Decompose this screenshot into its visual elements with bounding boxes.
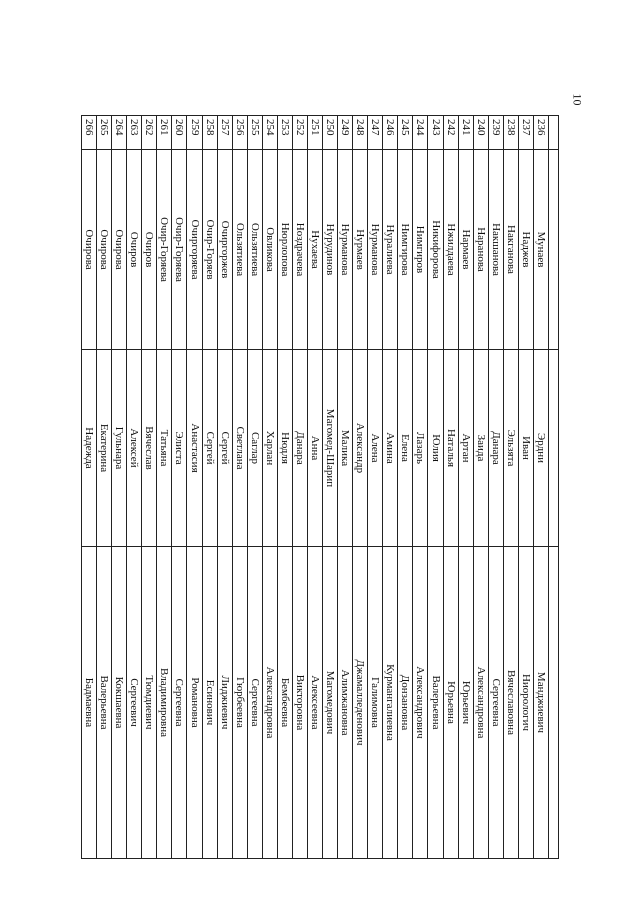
table-row <box>338 116 353 859</box>
cell-number: 246 <box>383 116 398 150</box>
cell-patronymic: Кокшаевна <box>112 547 127 859</box>
cell-patronymic: Владимировна <box>157 547 172 859</box>
cell-name: Наталья <box>443 350 458 547</box>
cell-name: Александр <box>353 350 368 547</box>
cell-number: 251 <box>308 116 323 150</box>
cell-surname: Накганова <box>503 150 518 350</box>
table-row <box>187 116 202 859</box>
table-row <box>82 116 97 859</box>
cell-number: 256 <box>232 116 247 150</box>
cell-surname: Наджев <box>518 150 533 350</box>
cell-name: Анна <box>308 350 323 547</box>
table-row <box>488 116 503 859</box>
cell-surname: Нуралиева <box>383 150 398 350</box>
cell-number: 266 <box>82 116 97 150</box>
cell-surname: Очир-Горяева <box>157 150 172 350</box>
cell-surname: Ноздрачева <box>292 150 307 350</box>
cell-surname: Очир-Горяева <box>172 150 187 350</box>
table-row <box>473 116 488 859</box>
table-row <box>97 116 112 859</box>
cell-surname: Очирова <box>97 150 112 350</box>
table-row <box>112 116 127 859</box>
cell-name: Екатерина <box>97 350 112 547</box>
table-row <box>323 116 338 859</box>
cell-surname: Нурудинов <box>323 150 338 350</box>
cell-surname: Нюрлопова <box>277 150 292 350</box>
table-row <box>232 116 247 859</box>
cell-surname: Накшанова <box>488 150 503 350</box>
cell-surname: Очирова <box>82 150 97 350</box>
cell-name: Амина <box>383 350 398 547</box>
cell-surname: Наранова <box>473 150 488 350</box>
cell-name: Гульнара <box>112 350 127 547</box>
cell-number: 244 <box>413 116 428 150</box>
cell-number: 258 <box>202 116 217 150</box>
cell-name: Эрдни <box>533 350 548 547</box>
cell-patronymic: Сергеевич <box>127 547 142 859</box>
cell-number: 239 <box>488 116 503 150</box>
cell-patronymic: Викторовна <box>292 547 307 859</box>
table-row <box>127 116 142 859</box>
cell-number: 243 <box>428 116 443 150</box>
roster-table-rotated <box>81 115 559 859</box>
table-row <box>172 116 187 859</box>
cell-surname: Очир-Горяев <box>202 150 217 350</box>
cell-patronymic: Бадмаевна <box>82 547 97 859</box>
cell-number: 249 <box>338 116 353 150</box>
cell-surname: Очиров <box>127 150 142 350</box>
cell-number: 259 <box>187 116 202 150</box>
cell-surname: Нимгирова <box>398 150 413 350</box>
table-row <box>292 116 307 859</box>
cell-surname: Нухаева <box>308 150 323 350</box>
cell-patronymic: Лиджиевич <box>217 547 232 859</box>
cell-number: 254 <box>262 116 277 150</box>
cell-patronymic: Алексеевна <box>308 547 323 859</box>
cell-number: 263 <box>127 116 142 150</box>
cell-number: 238 <box>503 116 518 150</box>
cell-name: Данара <box>488 350 503 547</box>
cell-name: Сергей <box>217 350 232 547</box>
cell-surname: Овликова <box>262 150 277 350</box>
cell-surname: Ользятиева <box>247 150 262 350</box>
cell-stub-number <box>549 116 559 150</box>
roster-table <box>81 115 559 859</box>
cell-name: Харлан <box>262 350 277 547</box>
cell-patronymic: Есинович <box>202 547 217 859</box>
table-row <box>533 116 548 859</box>
cell-patronymic: Сергеевна <box>488 547 503 859</box>
cell-name: Эльзята <box>503 350 518 547</box>
cell-surname: Нжилдаева <box>443 150 458 350</box>
table-row <box>398 116 413 859</box>
cell-number: 247 <box>368 116 383 150</box>
table-row <box>413 116 428 859</box>
cell-surname: Очиргоряева <box>187 150 202 350</box>
cell-name: Анастасия <box>187 350 202 547</box>
cell-patronymic: Вячеславовна <box>503 547 518 859</box>
cell-surname: Никифорова <box>428 150 443 350</box>
cell-number: 241 <box>458 116 473 150</box>
cell-patronymic: Валерьевна <box>97 547 112 859</box>
cell-name: Лазарь <box>413 350 428 547</box>
cell-name: Данара <box>292 350 307 547</box>
cell-name: Татьяна <box>157 350 172 547</box>
cell-name: Алена <box>368 350 383 547</box>
cell-name: Заида <box>473 350 488 547</box>
cell-name: Светлана <box>232 350 247 547</box>
cell-patronymic: Бембеевна <box>277 547 292 859</box>
page-number: 10 <box>570 93 585 106</box>
table-row <box>217 116 232 859</box>
cell-number: 240 <box>473 116 488 150</box>
cell-name: Сергей <box>202 350 217 547</box>
cell-name: Элиста <box>172 350 187 547</box>
cell-number: 253 <box>277 116 292 150</box>
cell-patronymic: Александровна <box>262 547 277 859</box>
cell-surname: Ользятиева <box>232 150 247 350</box>
cell-patronymic: Романовна <box>187 547 202 859</box>
cell-name: Елена <box>398 350 413 547</box>
table-row <box>142 116 157 859</box>
cell-number: 255 <box>247 116 262 150</box>
cell-surname: Нурмаев <box>353 150 368 350</box>
cell-number: 262 <box>142 116 157 150</box>
cell-number: 264 <box>112 116 127 150</box>
cell-name: Малика <box>338 350 353 547</box>
table-row <box>458 116 473 859</box>
table-row <box>428 116 443 859</box>
table-row <box>277 116 292 859</box>
roster-table-body <box>82 116 559 859</box>
cell-name: Саглар <box>247 350 262 547</box>
cell-surname: Нимгиров <box>413 150 428 350</box>
cell-number: 260 <box>172 116 187 150</box>
table-row <box>518 116 533 859</box>
cell-patronymic: Магомедович <box>323 547 338 859</box>
table-row <box>247 116 262 859</box>
cell-patronymic: Ниорологич <box>518 547 533 859</box>
cell-patronymic: Валерьевна <box>428 547 443 859</box>
cell-stub-patronymic <box>549 547 559 859</box>
cell-number: 242 <box>443 116 458 150</box>
cell-patronymic: Сергеевна <box>247 547 262 859</box>
cell-name: Артан <box>458 350 473 547</box>
cell-patronymic: Юрьевна <box>443 547 458 859</box>
cell-surname: Нурманова <box>368 150 383 350</box>
cell-patronymic: Юрьевич <box>458 547 473 859</box>
cell-surname: Очирова <box>112 150 127 350</box>
table-row <box>157 116 172 859</box>
cell-number: 261 <box>157 116 172 150</box>
cell-number: 236 <box>533 116 548 150</box>
cell-patronymic: Александрович <box>413 547 428 859</box>
table-row <box>308 116 323 859</box>
roster-table-wrapper <box>81 115 559 859</box>
cell-patronymic: Манджиевич <box>533 547 548 859</box>
table-row <box>383 116 398 859</box>
cell-number: 265 <box>97 116 112 150</box>
cell-patronymic: Тюмдиевич <box>142 547 157 859</box>
cell-patronymic: Джамалледенович <box>353 547 368 859</box>
cell-surname: Нурманова <box>338 150 353 350</box>
cell-surname: Нармаев <box>458 150 473 350</box>
cell-number: 245 <box>398 116 413 150</box>
table-row-stub <box>549 116 559 859</box>
table-row <box>202 116 217 859</box>
cell-surname: Очиргоржев <box>217 150 232 350</box>
cell-number: 237 <box>518 116 533 150</box>
cell-name: Юлия <box>428 350 443 547</box>
table-row <box>262 116 277 859</box>
cell-patronymic: Александровна <box>473 547 488 859</box>
cell-patronymic: Донзановна <box>398 547 413 859</box>
cell-patronymic: Курмангалиевна <box>383 547 398 859</box>
cell-number: 248 <box>353 116 368 150</box>
cell-patronymic: Сергеевна <box>172 547 187 859</box>
table-row <box>368 116 383 859</box>
table-row <box>353 116 368 859</box>
cell-number: 252 <box>292 116 307 150</box>
cell-name: Нюдля <box>277 350 292 547</box>
cell-surname: Мунаев <box>533 150 548 350</box>
table-row <box>443 116 458 859</box>
cell-surname: Очиров <box>142 150 157 350</box>
cell-name: Магомед-Шарип <box>323 350 338 547</box>
cell-patronymic: Галимовна <box>368 547 383 859</box>
cell-number: 250 <box>323 116 338 150</box>
cell-name: Надежда <box>82 350 97 547</box>
cell-name: Алексей <box>127 350 142 547</box>
cell-stub-name <box>549 350 559 547</box>
cell-number: 257 <box>217 116 232 150</box>
cell-patronymic: Гюрбеевна <box>232 547 247 859</box>
cell-stub-surname <box>549 150 559 350</box>
cell-patronymic: Алимжановна <box>338 547 353 859</box>
cell-name: Иван <box>518 350 533 547</box>
table-row <box>503 116 518 859</box>
cell-name: Вячеслав <box>142 350 157 547</box>
